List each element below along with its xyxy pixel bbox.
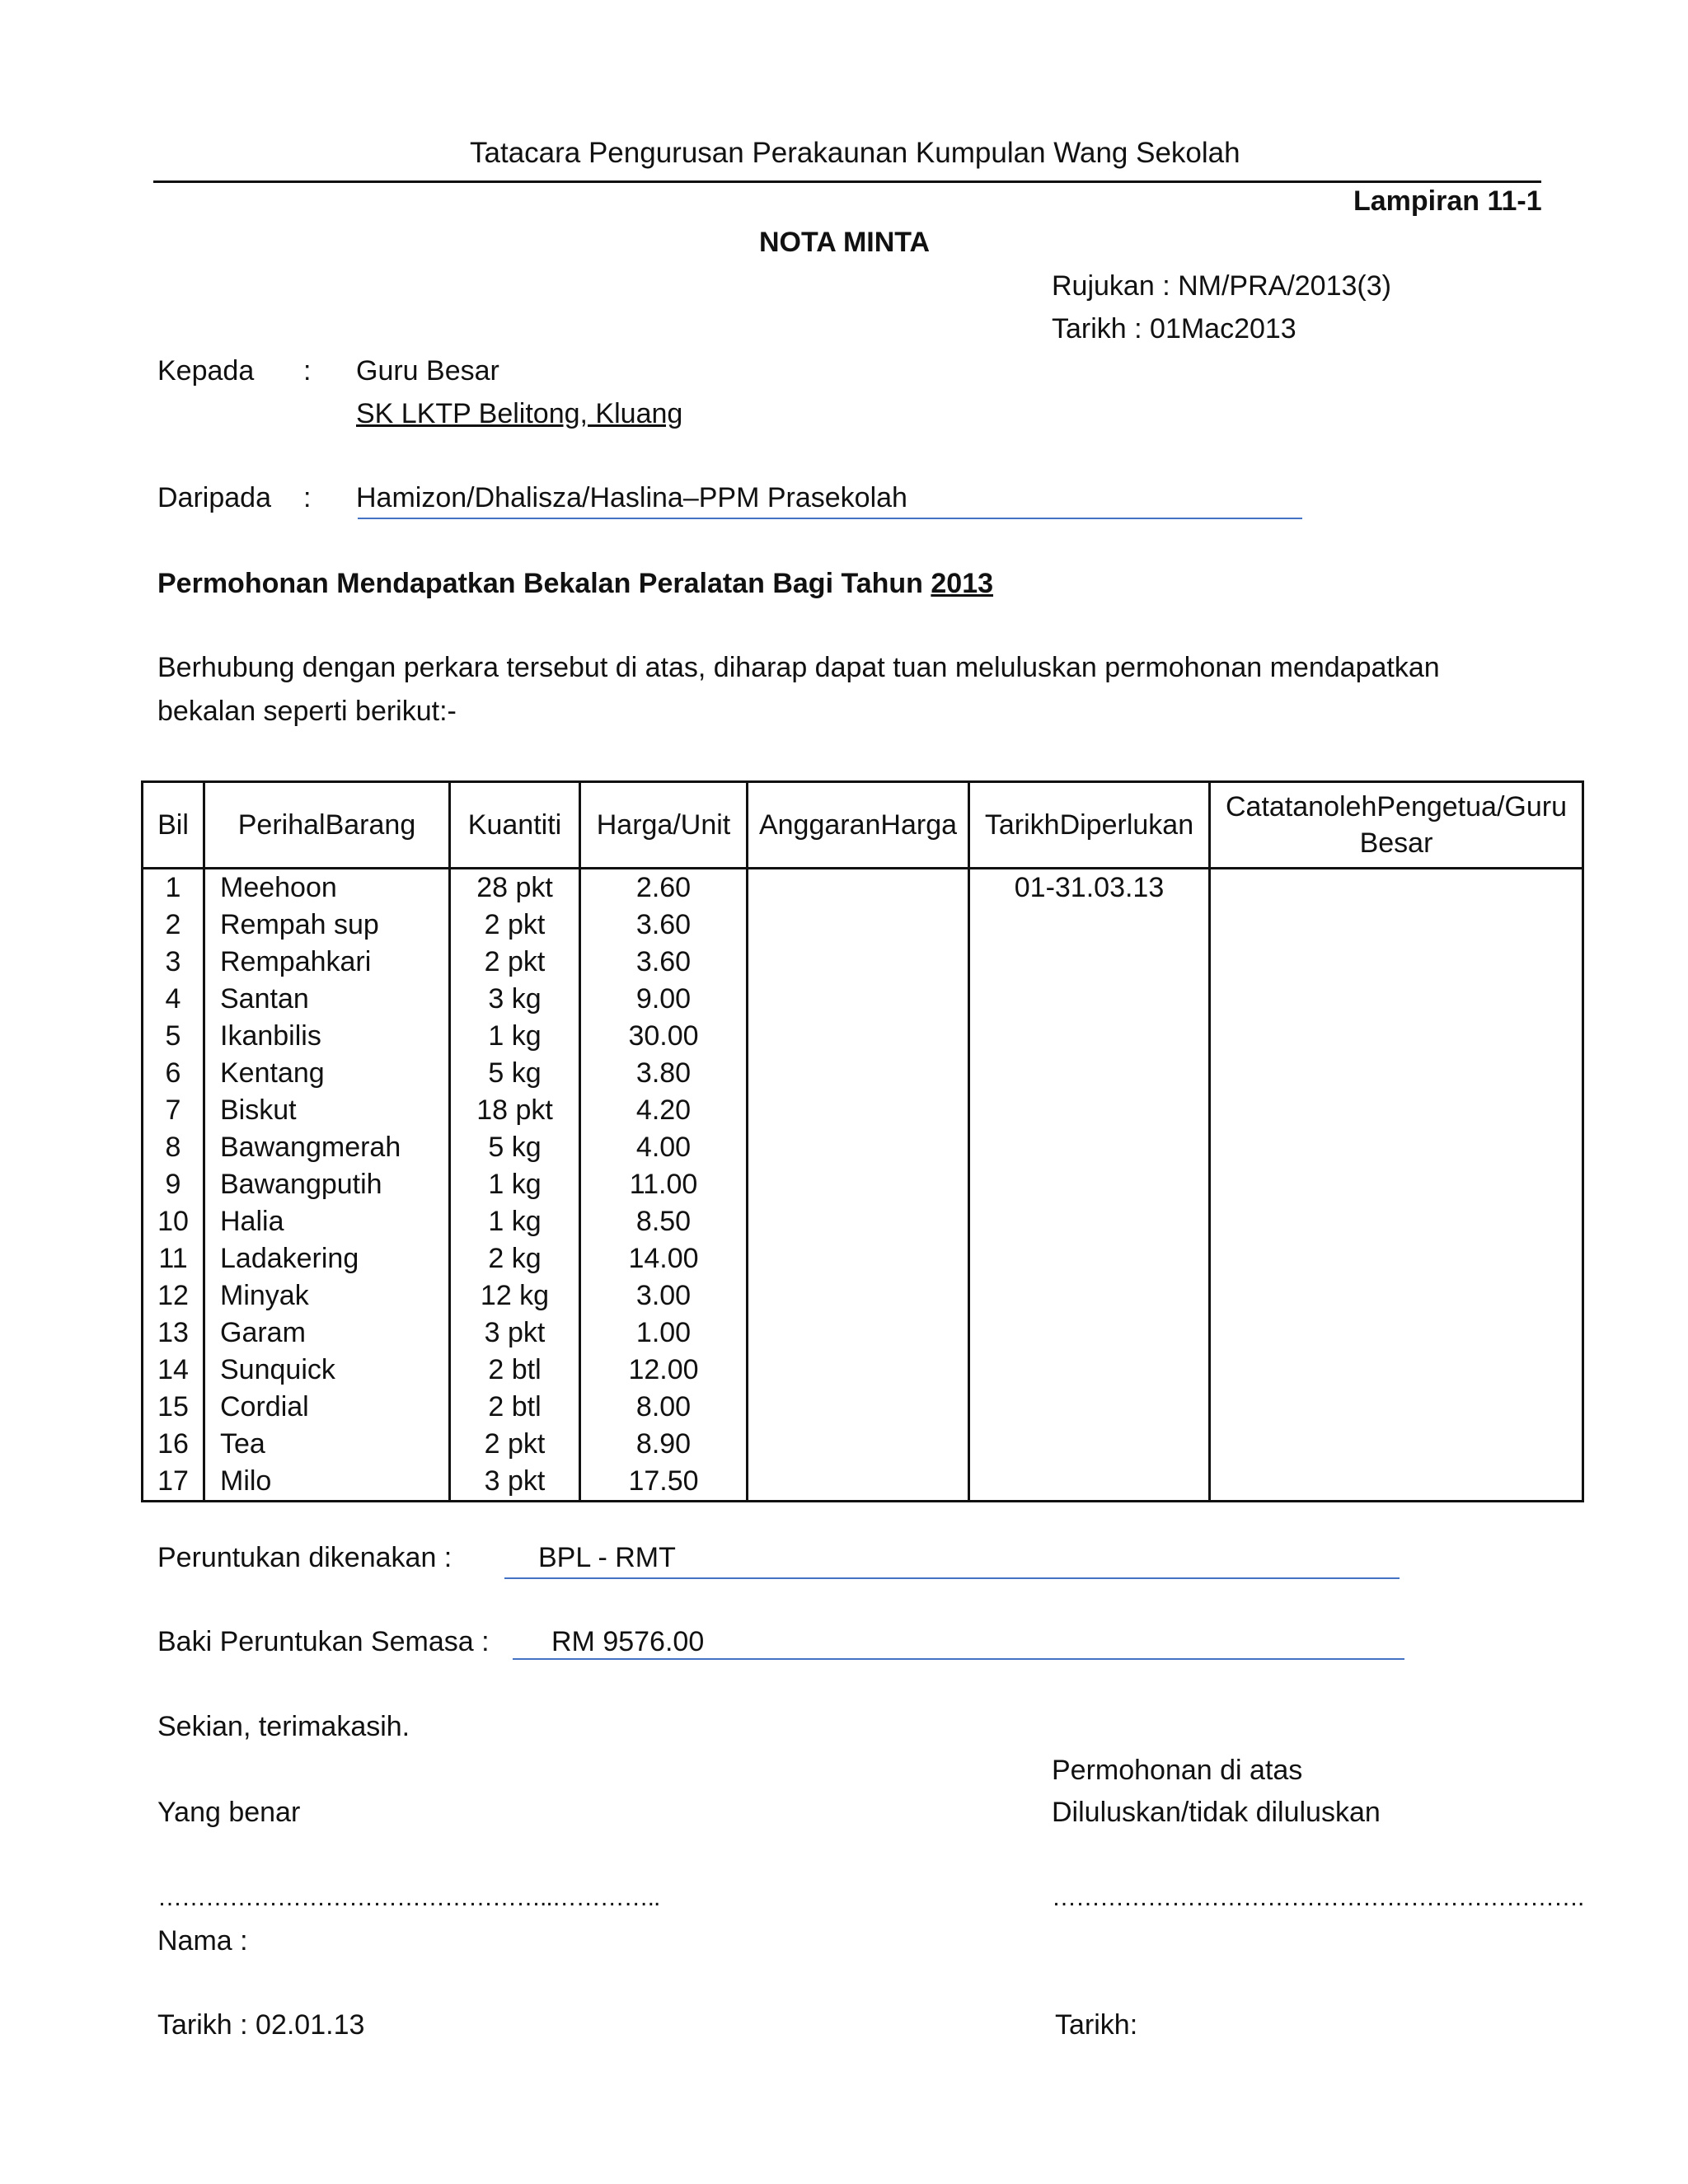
kepada-colon: : <box>303 355 312 387</box>
cell-date <box>969 1352 1210 1389</box>
tarikh-right: Tarikh: <box>1055 2009 1138 2041</box>
items-body <box>143 869 1583 1502</box>
table-row <box>143 1129 1583 1166</box>
cell-estimate <box>748 1129 969 1166</box>
body-line-1: Berhubung dengan perkara tersebut di atas, diharap dapat tuan meluluskan permohonan mendapatkan <box>157 652 1440 683</box>
cell-price: 3.60 <box>580 944 748 981</box>
cell-qty: 2 pkt <box>450 944 580 981</box>
cell-price: 8.90 <box>580 1426 748 1463</box>
table-header-row <box>143 782 1583 869</box>
table-row <box>143 981 1583 1018</box>
header-catatan-line-1: CatatanolehPengetua/Guru <box>1226 791 1567 823</box>
cell-note <box>1210 1129 1583 1166</box>
cell-price: 3.80 <box>580 1055 748 1092</box>
items-table <box>141 780 1584 1502</box>
cell-qty: 5 kg <box>450 1055 580 1092</box>
cell-estimate <box>748 1240 969 1277</box>
cell-note <box>1210 1203 1583 1240</box>
cell-estimate <box>748 1315 969 1352</box>
cell-price: 8.00 <box>580 1389 748 1426</box>
cell-price: 8.50 <box>580 1203 748 1240</box>
header-catatan-line-2: Besar <box>1359 827 1433 859</box>
cell-qty: 12 kg <box>450 1277 580 1315</box>
closing-thanks: Sekian, terimakasih. <box>157 1711 410 1742</box>
cell-qty: 2 pkt <box>450 907 580 944</box>
peruntukan-underline <box>504 1577 1400 1579</box>
cell-bil: 9 <box>143 1166 204 1203</box>
cell-note <box>1210 1055 1583 1092</box>
cell-price: 30.00 <box>580 1018 748 1055</box>
cell-bil: 11 <box>143 1240 204 1277</box>
header-harga: Harga/Unit <box>580 782 748 869</box>
cell-item: Kentang <box>204 1055 450 1092</box>
table-row <box>143 1389 1583 1426</box>
cell-item: Rempahkari <box>204 944 450 981</box>
table-row <box>143 1315 1583 1352</box>
table-row <box>143 1092 1583 1129</box>
cell-qty: 2 kg <box>450 1240 580 1277</box>
cell-bil: 14 <box>143 1352 204 1389</box>
cell-qty: 3 kg <box>450 981 580 1018</box>
cell-item: Meehoon <box>204 869 450 907</box>
nama-label: Nama : <box>157 1925 248 1957</box>
cell-note <box>1210 1426 1583 1463</box>
daripada-label: Daripada <box>157 482 271 513</box>
cell-estimate <box>748 1389 969 1426</box>
cell-price: 14.00 <box>580 1240 748 1277</box>
cell-estimate <box>748 1166 969 1203</box>
cell-item: Rempah sup <box>204 907 450 944</box>
cell-price: 17.50 <box>580 1463 748 1502</box>
cell-note <box>1210 1092 1583 1129</box>
sender-value: Hamizon/Dhalisza/Haslina–PPM Prasekolah <box>356 482 907 513</box>
cell-note <box>1210 1018 1583 1055</box>
cell-item: Tea <box>204 1426 450 1463</box>
cell-price: 12.00 <box>580 1352 748 1389</box>
subject-line <box>157 567 993 600</box>
cell-note <box>1210 944 1583 981</box>
cell-item: Ladakering <box>204 1240 450 1277</box>
recipient-school: SK LKTP Belitong, Kluang <box>356 398 683 429</box>
cell-item: Garam <box>204 1315 450 1352</box>
cell-note <box>1210 1352 1583 1389</box>
cell-date: 01-31.03.13 <box>969 869 1210 907</box>
cell-date <box>969 1277 1210 1315</box>
header-bil: Bil <box>143 782 204 869</box>
subject-year: 2013 <box>931 568 994 599</box>
cell-qty: 1 kg <box>450 1018 580 1055</box>
cell-qty: 28 pkt <box>450 869 580 907</box>
cell-item: Milo <box>204 1463 450 1502</box>
kepada-label: Kepada <box>157 355 255 387</box>
header-perihal: PerihalBarang <box>204 782 450 869</box>
approval-line-2: Diluluskan/tidak diluluskan <box>1052 1797 1381 1828</box>
cell-date <box>969 1463 1210 1502</box>
baki-label: Baki Peruntukan Semasa : <box>157 1626 490 1657</box>
cell-bil: 6 <box>143 1055 204 1092</box>
cell-estimate <box>748 1426 969 1463</box>
cell-qty: 3 pkt <box>450 1463 580 1502</box>
baki-underline <box>513 1658 1404 1660</box>
document-title: NOTA MINTA <box>759 227 931 258</box>
cell-note <box>1210 1315 1583 1352</box>
cell-estimate <box>748 1055 969 1092</box>
cell-date <box>969 1129 1210 1166</box>
cell-price: 9.00 <box>580 981 748 1018</box>
cell-estimate <box>748 1277 969 1315</box>
cell-item: Santan <box>204 981 450 1018</box>
cell-qty: 1 kg <box>450 1166 580 1203</box>
cell-bil: 17 <box>143 1463 204 1502</box>
cell-bil: 4 <box>143 981 204 1018</box>
sender-underline <box>358 518 1302 519</box>
cell-qty: 18 pkt <box>450 1092 580 1129</box>
cell-price: 2.60 <box>580 869 748 907</box>
cell-date <box>969 1166 1210 1203</box>
appendix-label: Lampiran 11-1 <box>1353 185 1542 217</box>
cell-date <box>969 981 1210 1018</box>
cell-note <box>1210 981 1583 1018</box>
table-row <box>143 1166 1583 1203</box>
peruntukan-value: BPL - RMT <box>538 1542 676 1573</box>
table-row <box>143 1055 1583 1092</box>
cell-estimate <box>748 1463 969 1502</box>
cell-bil: 5 <box>143 1018 204 1055</box>
cell-bil: 1 <box>143 869 204 907</box>
cell-bil: 3 <box>143 944 204 981</box>
cell-qty: 1 kg <box>450 1203 580 1240</box>
cell-date <box>969 907 1210 944</box>
cell-estimate <box>748 1352 969 1389</box>
cell-estimate <box>748 981 969 1018</box>
cell-date <box>969 1203 1210 1240</box>
cell-price: 4.20 <box>580 1092 748 1129</box>
cell-estimate <box>748 944 969 981</box>
header-kuantiti: Kuantiti <box>450 782 580 869</box>
peruntukan-label: Peruntukan dikenakan : <box>157 1542 452 1573</box>
approval-line-1: Permohonan di atas <box>1052 1755 1303 1786</box>
table-row <box>143 869 1583 907</box>
cell-estimate <box>748 1203 969 1240</box>
cell-item: Bawangputih <box>204 1166 450 1203</box>
cell-bil: 12 <box>143 1277 204 1315</box>
header-rule <box>153 180 1541 183</box>
body-line-2: bekalan seperti berikut:- <box>157 696 457 727</box>
cell-note <box>1210 1277 1583 1315</box>
cell-note <box>1210 1389 1583 1426</box>
cell-bil: 2 <box>143 907 204 944</box>
cell-price: 4.00 <box>580 1129 748 1166</box>
cell-note <box>1210 1240 1583 1277</box>
signature-dots-right: …………………………………………………………. <box>1052 1884 1584 1911</box>
cell-qty: 2 btl <box>450 1389 580 1426</box>
daripada-colon: : <box>303 482 312 513</box>
header-tarikh: TarikhDiperlukan <box>969 782 1210 869</box>
cell-qty: 2 btl <box>450 1352 580 1389</box>
cell-estimate <box>748 1092 969 1129</box>
cell-price: 3.00 <box>580 1277 748 1315</box>
reference-number: Rujukan : NM/PRA/2013(3) <box>1052 270 1391 302</box>
cell-item: Minyak <box>204 1277 450 1315</box>
cell-estimate <box>748 869 969 907</box>
cell-item: Cordial <box>204 1389 450 1426</box>
table-row <box>143 1426 1583 1463</box>
cell-date <box>969 1389 1210 1426</box>
baki-value: RM 9576.00 <box>551 1626 705 1657</box>
reference-date: Tarikh : 01Mac2013 <box>1052 313 1296 344</box>
cell-item: Halia <box>204 1203 450 1240</box>
cell-qty: 5 kg <box>450 1129 580 1166</box>
table-row <box>143 1277 1583 1315</box>
cell-date <box>969 1426 1210 1463</box>
cell-bil: 10 <box>143 1203 204 1240</box>
cell-item: Biskut <box>204 1092 450 1129</box>
cell-estimate <box>748 1018 969 1055</box>
cell-bil: 7 <box>143 1092 204 1129</box>
header-catatan <box>1210 782 1583 869</box>
cell-bil: 16 <box>143 1426 204 1463</box>
cell-note <box>1210 1463 1583 1502</box>
cell-qty: 2 pkt <box>450 1426 580 1463</box>
running-title: Tatacara Pengurusan Perakaunan Kumpulan Wang Sekolah <box>470 137 1240 169</box>
cell-date <box>969 1018 1210 1055</box>
cell-qty: 3 pkt <box>450 1315 580 1352</box>
signature-dots-left: …………………………………………..………….. <box>157 1884 660 1911</box>
cell-date <box>969 944 1210 981</box>
recipient-title: Guru Besar <box>356 355 499 387</box>
cell-date <box>969 1240 1210 1277</box>
table-row <box>143 907 1583 944</box>
cell-date <box>969 1055 1210 1092</box>
table-row <box>143 1463 1583 1502</box>
cell-price: 11.00 <box>580 1166 748 1203</box>
table-row <box>143 1203 1583 1240</box>
cell-note <box>1210 1166 1583 1203</box>
table-row <box>143 1018 1583 1055</box>
table-row <box>143 1352 1583 1389</box>
cell-date <box>969 1315 1210 1352</box>
subject-text: Permohonan Mendapatkan Bekalan Peralatan Bagi Tahun <box>157 568 931 599</box>
yang-benar: Yang benar <box>157 1797 301 1828</box>
cell-date <box>969 1092 1210 1129</box>
cell-note <box>1210 869 1583 907</box>
cell-item: Bawangmerah <box>204 1129 450 1166</box>
cell-bil: 8 <box>143 1129 204 1166</box>
cell-item: Ikanbilis <box>204 1018 450 1055</box>
cell-note <box>1210 907 1583 944</box>
cell-estimate <box>748 907 969 944</box>
cell-bil: 13 <box>143 1315 204 1352</box>
header-anggaran: AnggaranHarga <box>748 782 969 869</box>
cell-item: Sunquick <box>204 1352 450 1389</box>
cell-bil: 15 <box>143 1389 204 1426</box>
table-row <box>143 1240 1583 1277</box>
table-row <box>143 944 1583 981</box>
cell-price: 1.00 <box>580 1315 748 1352</box>
cell-price: 3.60 <box>580 907 748 944</box>
tarikh-left: Tarikh : 02.01.13 <box>157 2009 365 2041</box>
